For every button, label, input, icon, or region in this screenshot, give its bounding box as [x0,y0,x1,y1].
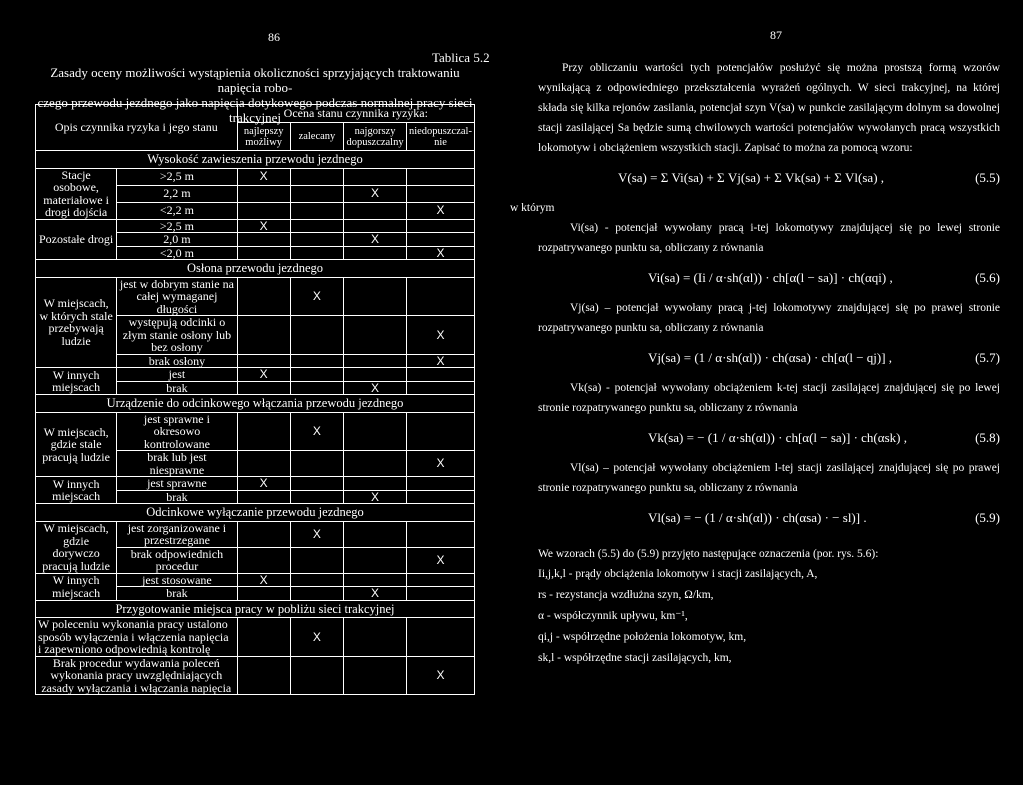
mark-x: X [290,277,343,316]
mark-x: X [344,233,407,247]
equation-text: Vl(sa) = − (1 / α·sh(αl)) · ch(αsa) · − sl)] . [648,510,867,525]
notation-list [538,564,1000,669]
equation-text: Vj(sa) = (1 / α·sh(αl)) · ch(αsa) · ch[α(l − qj)] , [648,350,893,365]
section-przygotowanie: Przygotowanie miejsca pracy w pobliżu sieci trakcyjnej [36,600,475,618]
state-cell: jest zorganizowane i przestrzegane [117,521,237,547]
equation-number: (5.5) [975,170,1000,185]
row-label-stacje [36,168,117,219]
state-cell: jest [117,368,237,382]
equation-text: Vi(sa) = (Ii / α·sh(αl)) · ch[α(l − sa)] · ch(αqi) , [648,270,893,285]
state-cell: brak [117,381,237,395]
row-label-w-innych: W innych miejscach [36,477,117,504]
intro-paragraph: Przy obliczaniu wartości tych potencjałów posłużyć się można prostszą formą wzorów wynikającą z odpowiedniego przekształcenia wyrażeń ogólnych. W sieci trakcyjnej, na której składa się kilka rejonów zasilania, potencjał szyn V(sa) w punkcie zasilającym dolnym sa dowolnej stacji zasilającej Sa będzie sumą chwilowych wartości potencjałów wywołanych pracą wszystkich lokomotyw i obciążeniem wszystkich stacji. Zapisać to można za pomocą wzoru: [538,62,1000,154]
mark-x: X [290,618,343,657]
mark-x: X [344,587,407,601]
mark-x: X [406,202,474,219]
mark-x: X [406,316,474,355]
caption-line: Zasady oceny możliwości wystąpienia okoliczności sprzyjających traktowaniu napięcia robo- [50,65,460,95]
list-item: rs - rezystancja wzdłużna szyn, Ω/km, [538,589,714,601]
state-cell: jest stosowane [117,573,237,587]
state-cell: brak odpowiednich procedur [117,547,237,573]
mark-x: X [344,490,407,504]
state-cell: brak lub jest niesprawne [117,451,237,477]
equation-5-6 [538,258,1000,298]
list-item: qi,j - współrzędne położenia lokomotyw, km, [538,631,747,643]
mark-x: X [290,412,343,451]
height-cell: >2,5 m [117,219,237,233]
height-cell: 2,0 m [117,233,237,247]
header-najlepszy: najlepszy możliwy [237,123,290,151]
header-niedopuszczalny: niedopuszczal-nie [406,123,474,151]
mark-x: X [344,185,407,202]
header-zalecany: zalecany [290,123,343,151]
mark-x: X [237,368,290,382]
table-label: Tablica 5.2 [432,50,490,65]
right-page-body [510,58,1000,669]
definition-vj: Vj(sa) – potencjał wywołany pracą j-tej lokomotywy znajdującej się po prawej stronie rozpatrywanego punktu sa, obliczany z równania [538,302,1000,334]
section-urzadzenie: Urządzenie do odcinkowego włączania przewodu jezdnego [36,395,475,413]
equation-text: Vk(sa) = − (1 / α·sh(αl)) · ch[α(l − sa)] · ch(αsk) , [648,430,907,445]
state-cell: brak [117,490,237,504]
list-item: Ii,j,k,l - prądy obciążenia lokomotyw i stacji zasilających, A, [538,568,818,580]
section-wysokosc: Wysokość zawieszenia przewodu jezdnego [36,151,475,169]
mark-x: X [406,547,474,573]
equation-number: (5.9) [975,510,1000,525]
mark-x: X [406,451,474,477]
equation-text: V(sa) = Σ Vi(sa) + Σ Vj(sa) + Σ Vk(sa) + Σ Vl(sa) , [618,170,885,185]
w-ktorym-label: w którym [510,202,555,214]
equation-5-5 [538,158,1000,198]
state-cell: jest sprawne i okresowo kontrolowane [117,412,237,451]
header-opis: Opis czynnika ryzyka i jego stanu [36,105,238,151]
row-label-w-innych: W innych miejscach [36,573,117,600]
state-cell: jest w dobrym stanie na całej wymaganej długości [117,277,237,316]
state-cell: występują odcinki o złym stanie osłony lub bez osłony [117,316,237,355]
equation-5-7 [538,338,1000,378]
mark-x: X [237,573,290,587]
row-label-miejsca-pracuja: W miejscach, gdzie stale pracują ludzie [36,412,117,477]
equation-5-8 [538,418,1000,458]
list-item: α - współczynnik upływu, km⁻¹, [538,610,688,622]
page-number-right: 87 [770,28,782,42]
mark-x: X [237,168,290,185]
przygotowanie-row-1: W poleceniu wykonania pracy ustalono sposób wyłączenia i włączenia napięcia i zapewniono odpowiednią kontrolę [36,618,238,657]
row-label-miejsca-dorywczo: W miejscach, gdzie dorywczo pracują ludzie [36,521,117,573]
equation-number: (5.6) [975,270,1000,285]
section-oslona: Osłona przewodu jezdnego [36,260,475,278]
definition-vi: Vi(sa) - potencjał wywołany pracą i-tej lokomotywy znajdującej się po lewej stronie rozpatrywanego punktu sa, obliczany z równania [538,222,1000,254]
row-label-text: Stacje osobowe, materiałowe i drogi dojścia [43,167,109,219]
height-cell: 2,2 m [117,185,237,202]
mark-x: X [406,656,474,695]
risk-table [35,104,475,695]
row-label-miejsca-ludzie: W miejscach, w których stale przebywają ludzie [36,277,117,368]
equation-5-9 [538,498,1000,538]
state-cell: brak [117,587,237,601]
row-label-pozostale: Pozostałe drogi [36,219,117,260]
section-odcinkowe: Odcinkowe wyłączanie przewodu jezdnego [36,504,475,522]
przygotowanie-row-2: Brak procedur wydawania poleceń wykonania pracy uwzględniających zasady wyłączania i włączania napięcia [36,656,238,695]
state-cell: brak osłony [117,354,237,368]
notation-intro: We wzorach (5.5) do (5.9) przyjęto następujące oznaczenia (por. rys. 5.6): [538,548,879,560]
caption-line: czego przewodu jezdnego jako napięcia dotykowego podczas normalnej pracy sieci trakcyjnej [37,95,473,125]
header-ocena: Ocena stanu czynnika ryzyka: [237,105,474,123]
definition-vl: Vl(sa) – potencjał wywołany obciążeniem l-tej stacji zasilającej znajdującej się po prawej stronie rozpatrywanego punktu sa, obliczany z równania [538,462,1000,494]
mark-x: X [406,246,474,260]
height-cell: <2,2 m [117,202,237,219]
mark-x: X [406,354,474,368]
height-cell: >2,5 m [117,168,237,185]
height-cell: <2,0 m [117,246,237,260]
state-cell: jest sprawne [117,477,237,491]
definition-vk: Vk(sa) - potencjał wywołany obciążeniem k-tej stacji zasilającej znajdującej się po lewej stronie rozpatrywanego punktu sa, obliczany z równania [538,382,1000,414]
header-najgorszy: najgorszy dopuszczalny [344,123,407,151]
row-label-w-innych: W innych miejscach [36,368,117,395]
equation-number: (5.8) [975,430,1000,445]
page-number-left: 86 [268,30,280,44]
list-item: sk,l - współrzędne stacji zasilających, km, [538,652,732,664]
mark-x: X [237,477,290,491]
mark-x: X [290,521,343,547]
mark-x: X [237,219,290,233]
mark-x: X [344,381,407,395]
equation-number: (5.7) [975,350,1000,365]
